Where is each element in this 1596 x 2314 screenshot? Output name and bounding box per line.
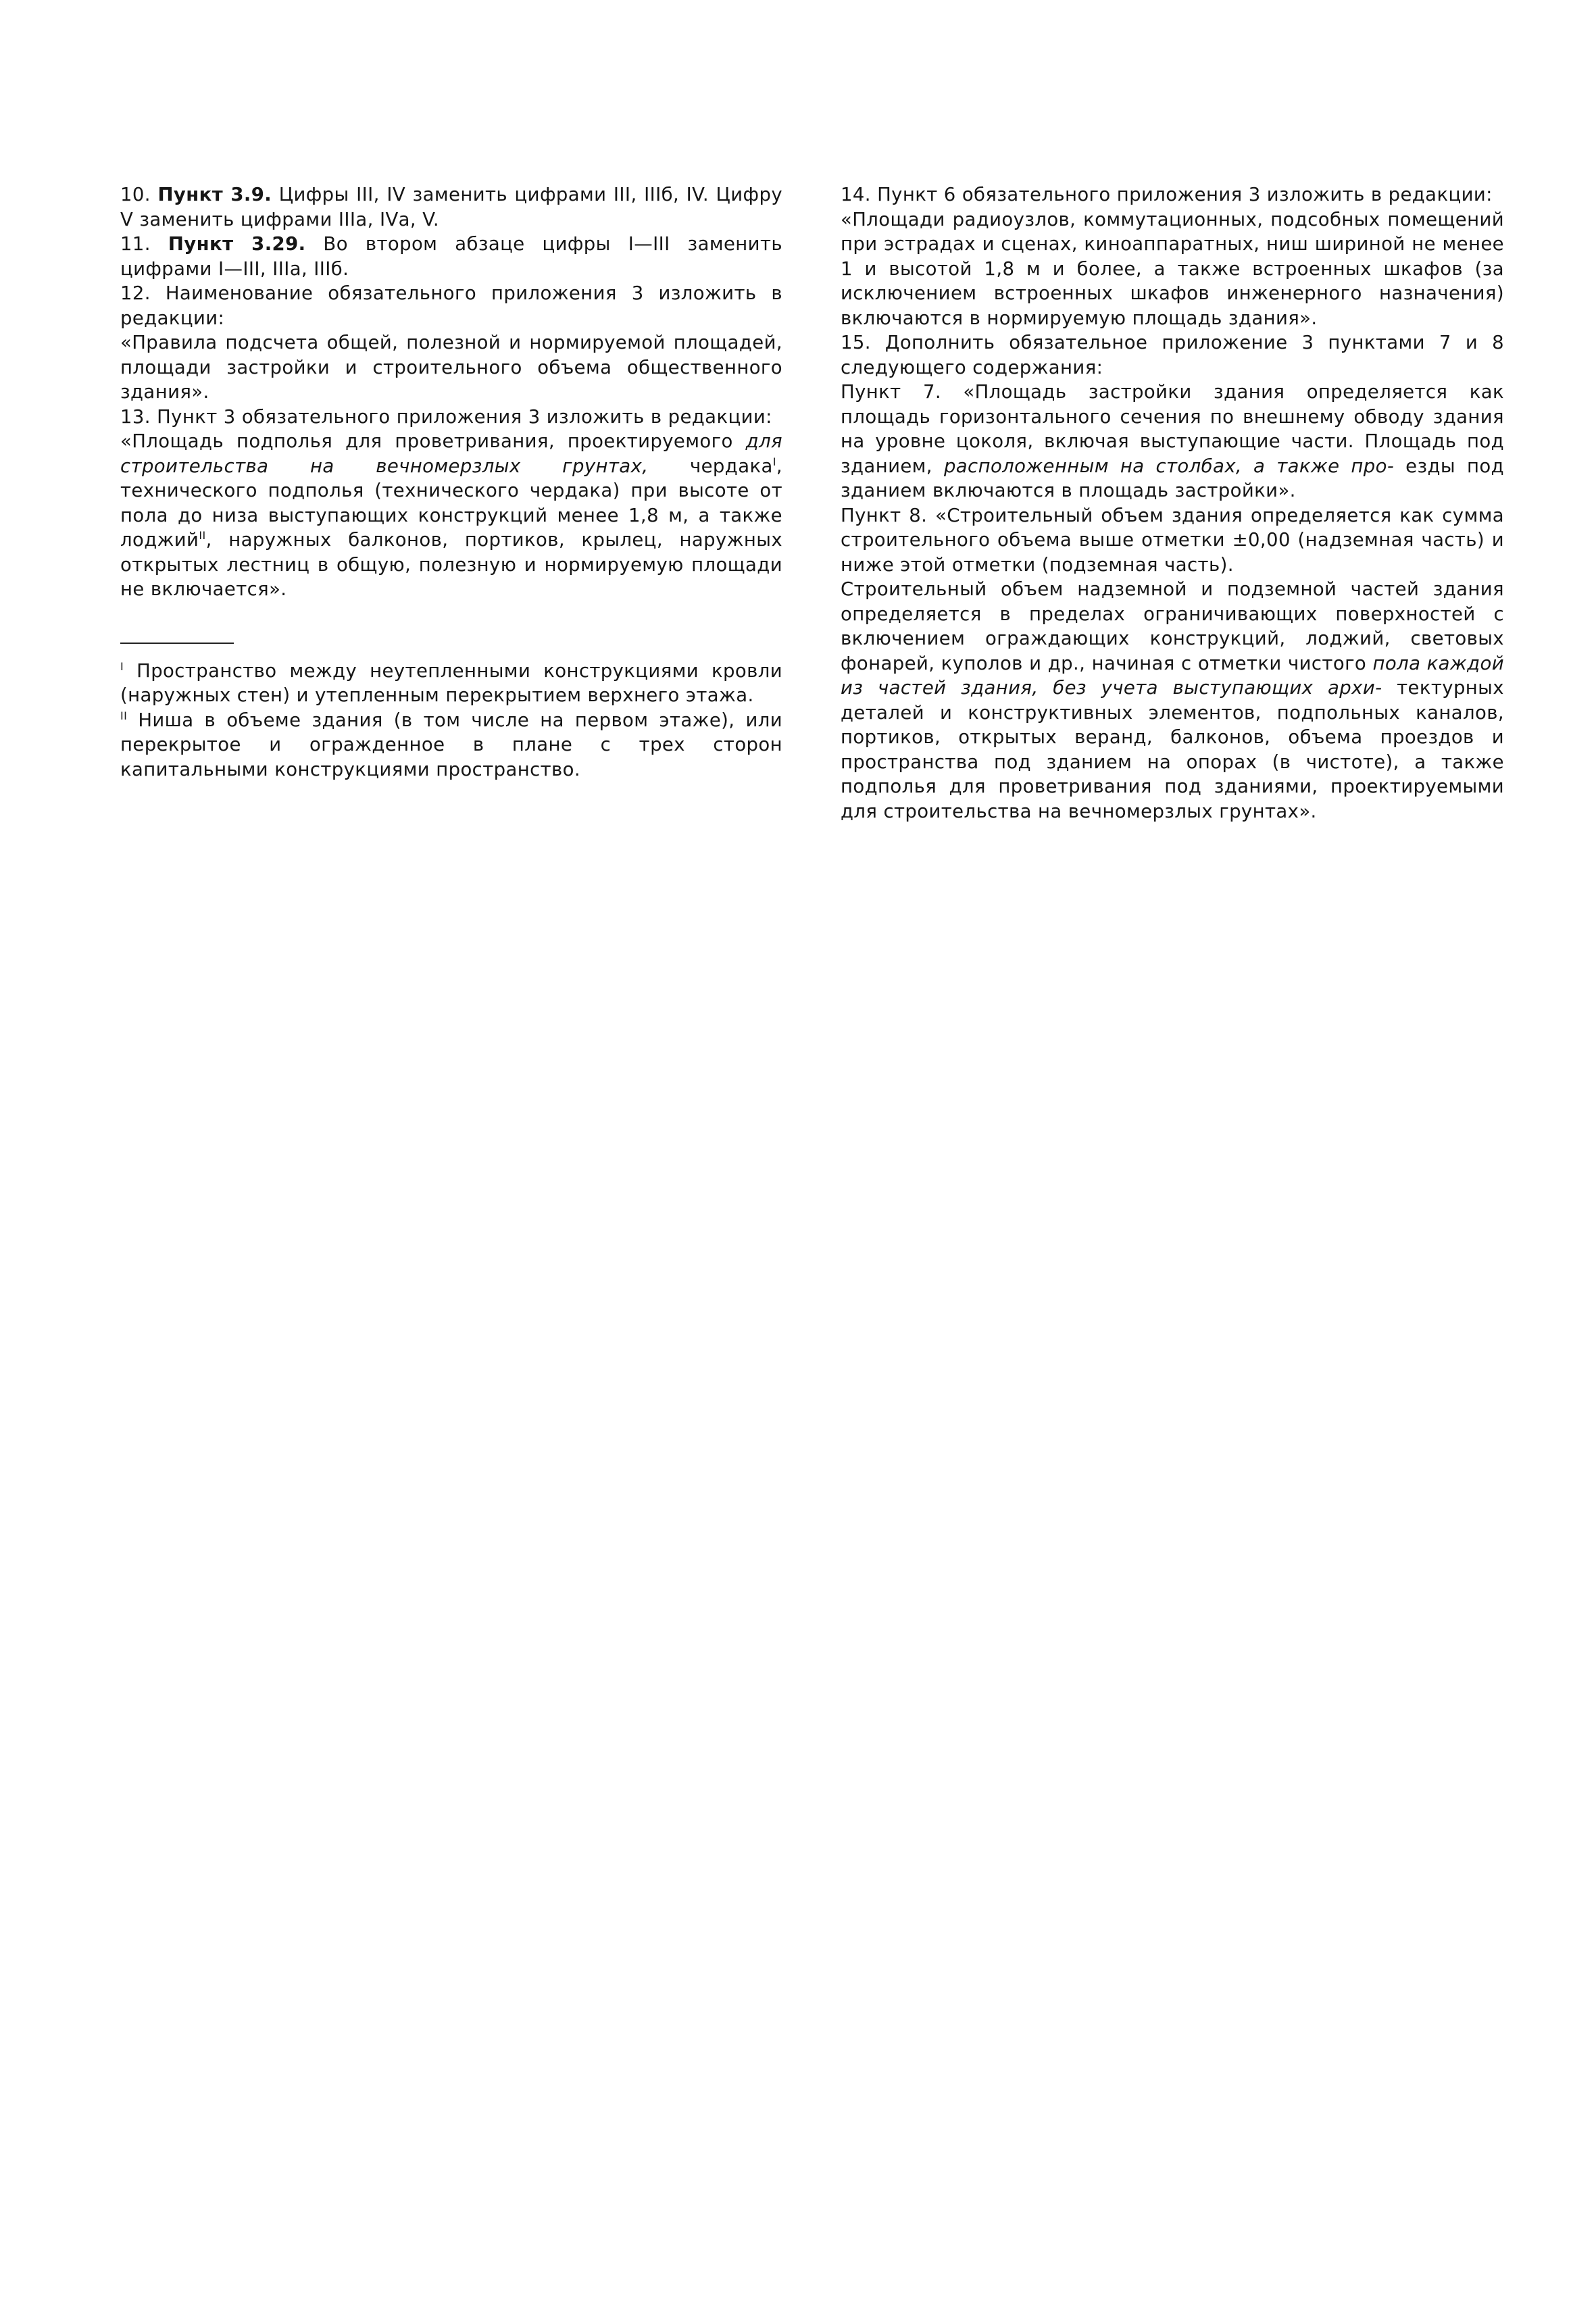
clause-reference: Пункт 3.9.	[157, 184, 272, 205]
paragraph-text: Во втором абзаце цифры I—III заменить цифрами I—III, IIIа, IIIб.	[120, 233, 782, 280]
clause-reference: Пункт 3.29.	[168, 233, 306, 255]
paragraph-10	[120, 182, 782, 232]
footnote-marker-1: I	[772, 455, 776, 468]
clause-text: Пункт 7. «Площадь застройки здания определяется как площадь горизонтального сечения по внешнему обводу здания на уровне цоколя, включая выступающие части. Площадь под зданием,	[841, 381, 1504, 477]
clause-italic: расположенным на столбах, а также про-	[943, 455, 1395, 477]
clause-italic: пола каждой из частей здания, без учета выступающих архи-	[841, 652, 1504, 699]
clause-text: езды под зданием включаются в площадь застройки».	[841, 455, 1504, 501]
quote-text: чердака	[689, 455, 773, 477]
footnote-2	[120, 708, 782, 782]
footnote-divider	[120, 643, 234, 644]
left-column	[120, 182, 782, 782]
quote-italic: для строительства на вечномерзлых грунтах,	[120, 430, 782, 477]
footnote-text: Ниша в объеме здания (в том числе на первом этаже), или перекрытое и огражденное в плане с трех сторон капитальными конструкциями пространство.	[120, 709, 782, 780]
footnote-1	[120, 659, 782, 708]
clause-8-continued	[841, 577, 1504, 824]
paragraph-14: 14. Пункт 6 обязательного приложения 3 изложить в редакции:	[841, 184, 1493, 205]
right-column	[841, 182, 1504, 824]
clause-text: Строительный объем надземной и подземной частей здания определяется в пределах ограничивающих поверхностей с включением ограждающих конструкций, лоджий, световых фонарей, куполов и др., начиная с отметки чистого	[841, 578, 1504, 674]
paragraph-12-quote: «Правила подсчета общей, полезной и нормируемой площадей, площади застройки и строительного объема общественного здания».	[120, 332, 782, 403]
paragraph-13-quote	[120, 429, 782, 602]
quote-text: , наружных балконов, портиков, крылец, наружных открытых лестниц в общую, полезную и нормируемую площади не включается».	[120, 529, 782, 600]
footnote-mark: I	[120, 659, 124, 673]
paragraph-number: 11.	[120, 233, 151, 255]
footnotes	[120, 659, 782, 782]
clause-text: тектурных деталей и конструктивных элементов, подпольных каналов, портиков, открытых веранд, балконов, объема проездов и пространства под зданием на опорах (в чистоте), а также подполья для проветривания под зданиями, проектируемыми для строительства на вечномерзлых грунтах».	[841, 677, 1504, 822]
footnote-mark: II	[120, 709, 128, 722]
footnote-marker-2: II	[199, 528, 206, 542]
clause-7	[841, 380, 1504, 503]
paragraph-14-quote: «Площади радиоузлов, коммутационных, подсобных помещений при эстрадах и сценах, киноаппаратных, ниш шириной не менее 1 и высотой 1,8 м и более, а также встроенных шкафов (за исключением встроенных шкафов инженерного назначения) включаются в нормируемую площадь здания».	[841, 208, 1504, 329]
paragraph-13: 13. Пункт 3 обязательного приложения 3 изложить в редакции:	[120, 405, 772, 428]
clause-8: Пункт 8. «Строительный объем здания определяется как сумма строительного объема выше отметки ±0,00 (надземная часть) и ниже этой отметки (подземная часть).	[841, 504, 1504, 576]
quote-text: «Площадь подполья для проветривания, проектируемого	[120, 430, 733, 452]
paragraph-12: 12. Наименование обязательного приложения 3 изложить в редакции:	[120, 282, 782, 329]
paragraph-number: 10.	[120, 184, 151, 205]
paragraph-15: 15. Дополнить обязательное приложение 3 пунктами 7 и 8 следующего содержания:	[841, 332, 1504, 378]
quote-text: , технического подполья (технического чердака) при высоте от пола до низа выступающих конструкций менее 1,8 м, а также лоджий	[120, 455, 782, 551]
paragraph-text: Цифры III, IV заменить цифрами III, IIIб, IV. Цифру V заменить цифрами IIIа, IVа, V.	[120, 184, 782, 230]
paragraph-11	[120, 232, 782, 281]
footnote-text: Пространство между неутепленными конструкциями кровли (наружных стен) и утепленным перекрытием верхнего этажа.	[120, 659, 782, 706]
